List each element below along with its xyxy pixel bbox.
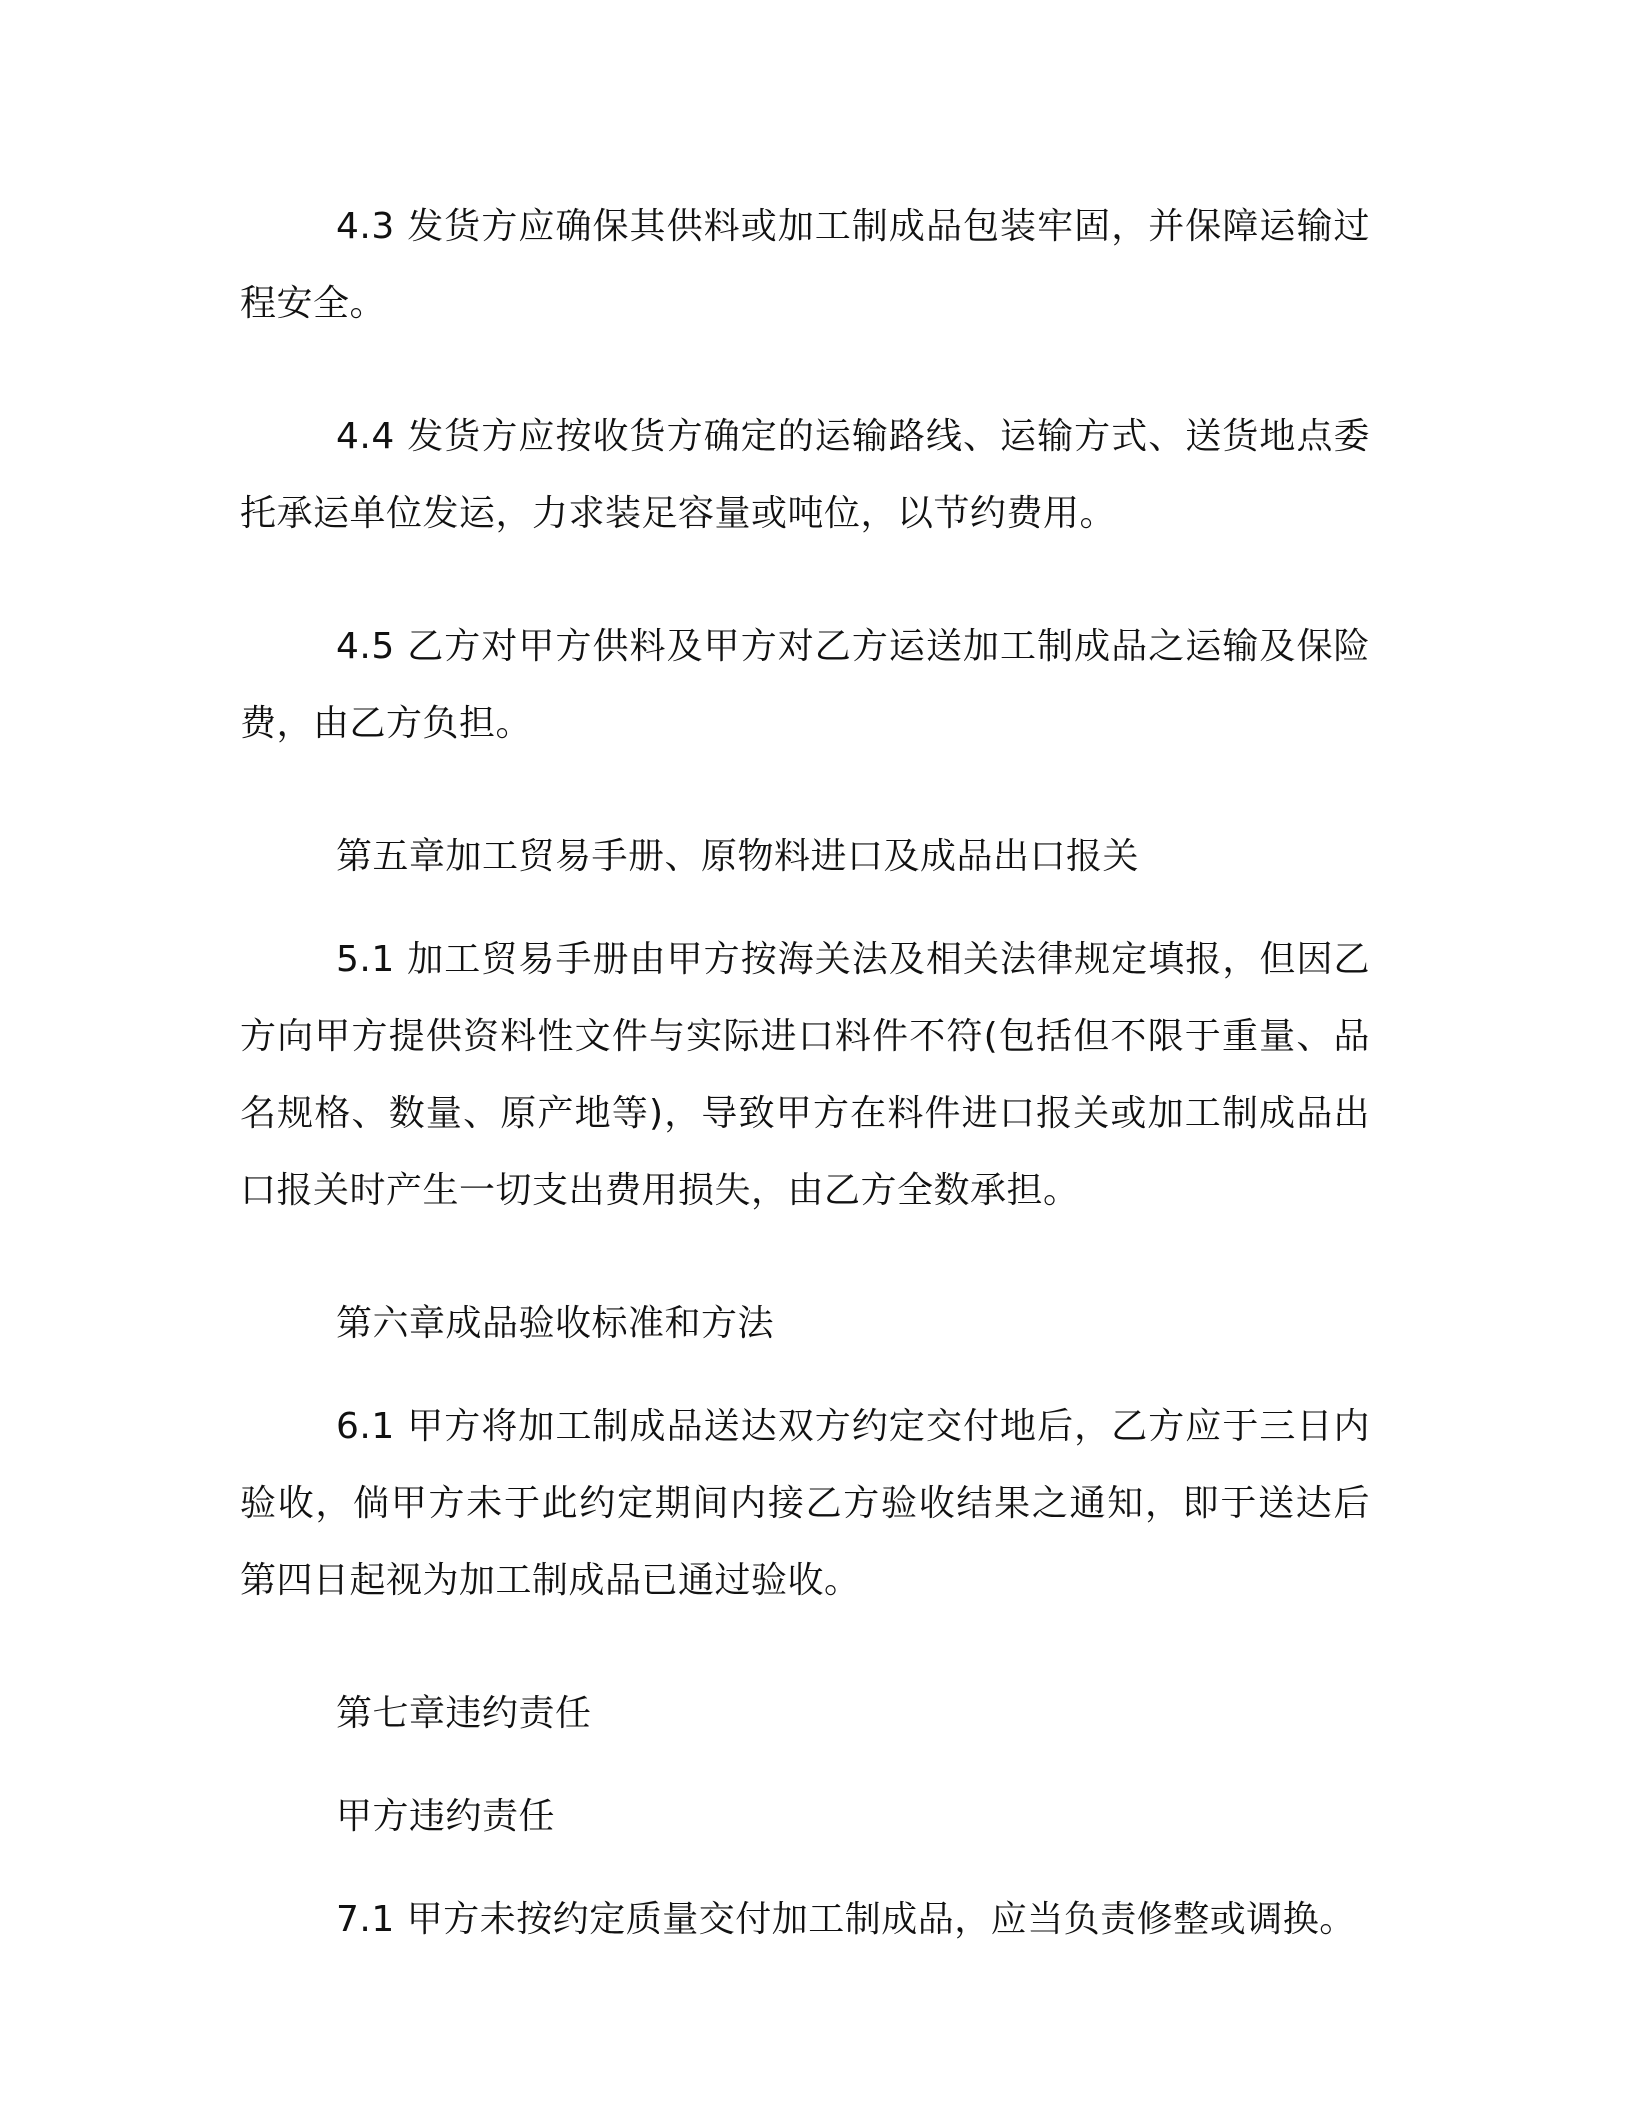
chapter-5-heading: 第五章加工贸易手册、原物料进口及成品出口报关 — [336, 836, 1140, 877]
chapter-6-heading: 第六章成品验收标准和方法 — [336, 1303, 775, 1344]
clause-5-1: 5.1 加工贸易手册由甲方按海关法及相关法律规定填报，但因乙方向甲方提供资料性文件与实际进口料件不符(包括但不限于重量、品名规格、数量、原产地等)，导致甲方在料件进口报关或加工制成品出口报关时产生一切支出费用损失，由乙方全数承担。 — [240, 939, 1370, 1211]
clause-4-5: 4.5 乙方对甲方供料及甲方对乙方运送加工制成品之运输及保险费，由乙方负担。 — [240, 626, 1370, 744]
clause-4-3: 4.3 发货方应确保其供料或加工制成品包装牢固，并保障运输过程安全。 — [240, 206, 1370, 324]
chapter-7-heading: 第七章违约责任 — [336, 1693, 592, 1734]
document-body — [240, 188, 1370, 2014]
clause-7-1: 7.1 甲方未按约定质量交付加工制成品，应当负责修整或调换。 — [336, 1899, 1356, 1940]
clause-4-4: 4.4 发货方应按收货方确定的运输路线、运输方式、送货地点委托承运单位发运，力求装足容量或吨位，以节约费用。 — [240, 416, 1370, 534]
party-a-liability-heading: 甲方违约责任 — [336, 1796, 556, 1837]
clause-6-1: 6.1 甲方将加工制成品送达双方约定交付地后，乙方应于三日内验收，倘甲方未于此约定期间内接乙方验收结果之通知，即于送达后第四日起视为加工制成品已通过验收。 — [240, 1406, 1370, 1601]
